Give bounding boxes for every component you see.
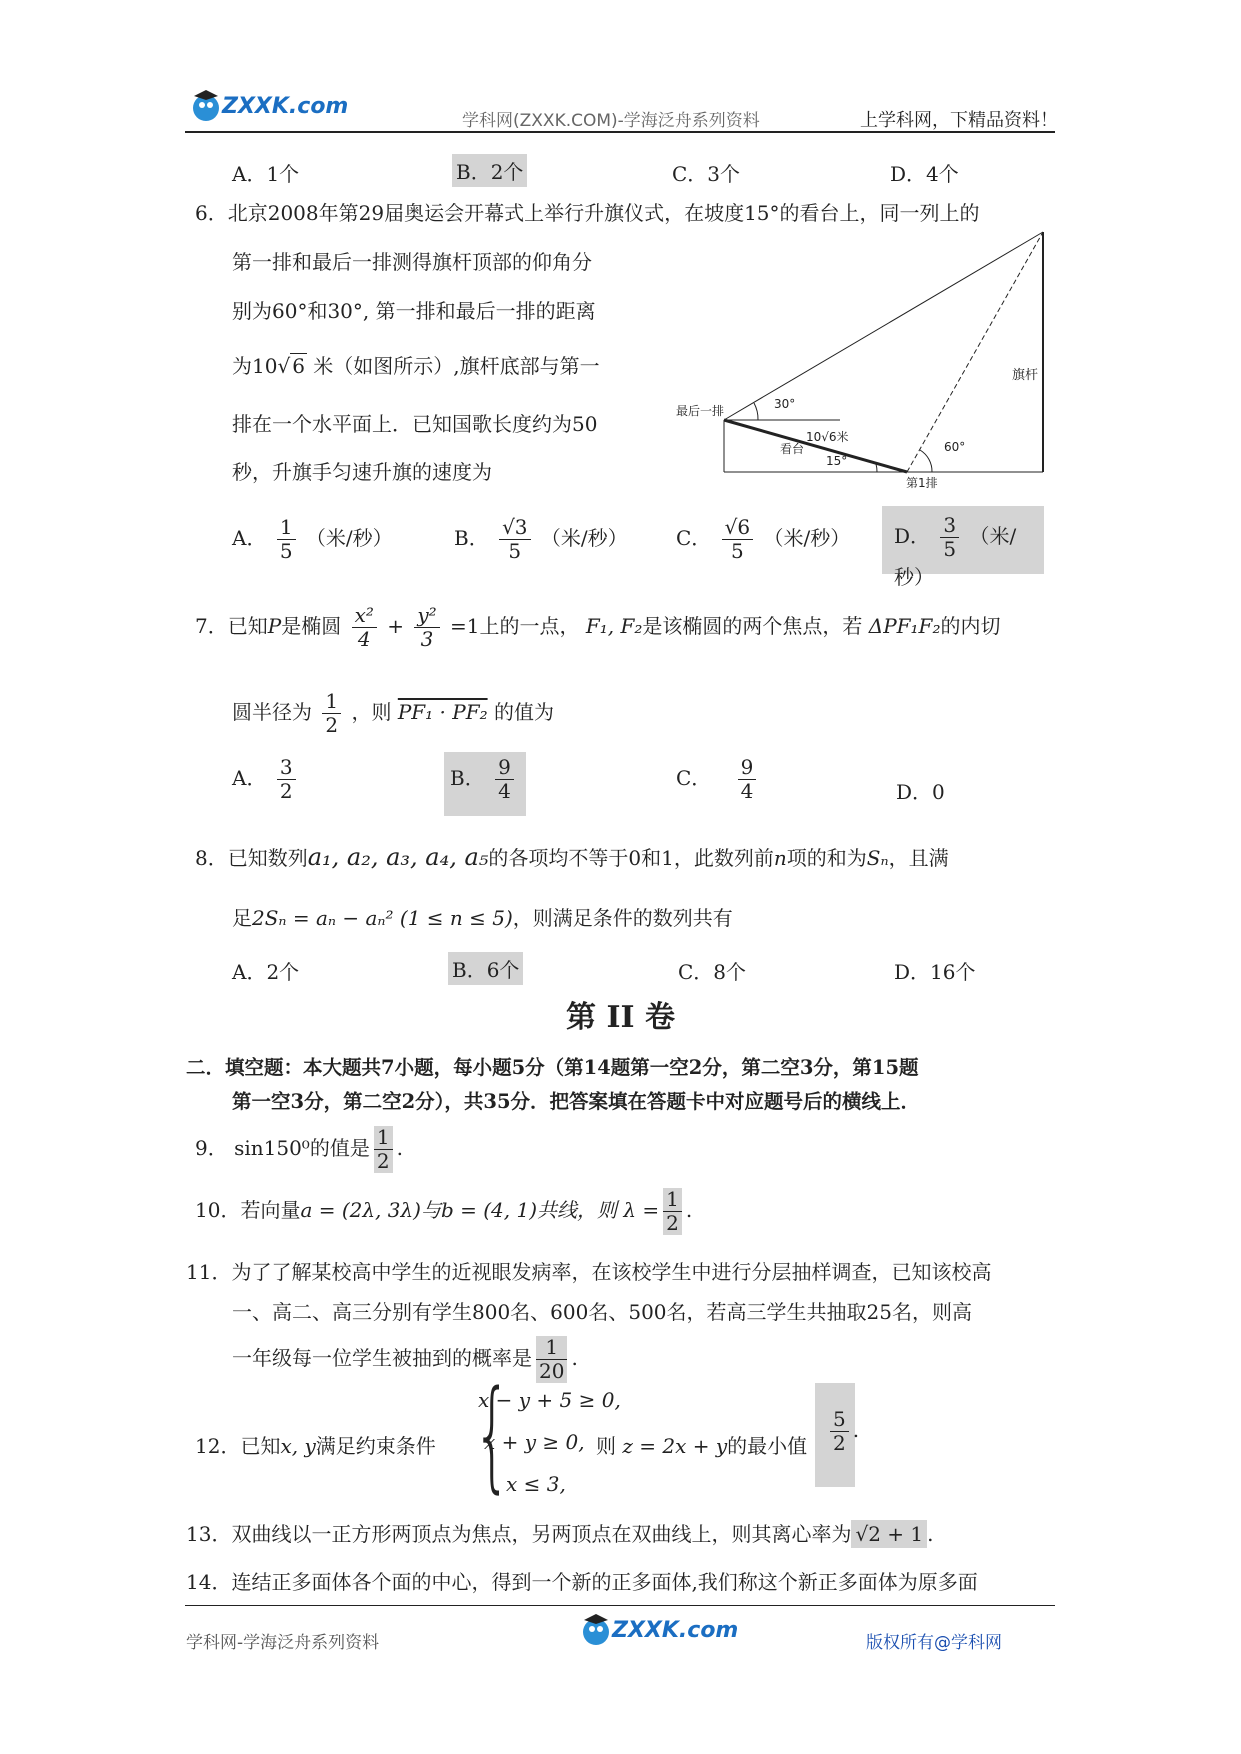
q7-p: P xyxy=(267,614,282,638)
q6-line5: 排在一个水平面上．已知国歌长度约为50 xyxy=(232,412,598,436)
q7-foci: F₁, F₂ xyxy=(585,614,643,638)
q7-option-b-num: 9 xyxy=(495,756,514,780)
footer-right[interactable]: 版权所有@学科网 xyxy=(866,1633,1002,1653)
q8-line2-post: ，则满足条件的数列共有 xyxy=(512,906,733,930)
q6-option-c xyxy=(676,516,850,563)
q6-option-a-label: A． xyxy=(232,526,267,550)
q6-figure xyxy=(670,220,1060,490)
q8-option-b: B．6个 xyxy=(448,952,523,985)
q8-option-a: A．2个 xyxy=(232,960,300,984)
q8-line2-pre: 足 xyxy=(232,906,252,930)
q7-mid3: 是该椭圆的两个焦点，若 xyxy=(642,614,863,638)
q8-option-c: C．8个 xyxy=(678,960,747,984)
q6-option-b-num: √3 xyxy=(499,516,530,540)
q9-ans-num: 1 xyxy=(374,1126,393,1150)
q12-then: 则 xyxy=(596,1434,616,1458)
q13 xyxy=(186,1518,933,1547)
q5-option-b: B．2个 xyxy=(452,154,527,187)
q6-option-c-den: 5 xyxy=(731,539,744,563)
q6-line4-pre: 为 xyxy=(232,354,252,378)
q7-option-c-label: C． xyxy=(676,766,712,790)
q7-vec: PF₁ · PF₂ xyxy=(397,700,488,724)
q8-mid2: 项的和为 xyxy=(786,846,867,870)
fig-last-row-label: 最后一排 xyxy=(676,404,725,418)
q7-fx-den: 4 xyxy=(357,627,371,651)
q6-option-d-den: 5 xyxy=(943,537,957,561)
q7-post: 的内切 xyxy=(940,614,1001,638)
q6-line1: 6．北京2008年第29届奥运会开幕式上举行升旗仪式，在坡度15°的看台上，同一列上的 xyxy=(195,201,980,225)
q7-line2 xyxy=(232,690,554,737)
header-rule xyxy=(185,131,1055,133)
q7-option-a xyxy=(232,756,300,803)
q12-post: . xyxy=(852,1418,860,1442)
q5-option-c: C．3个 xyxy=(672,162,741,186)
q6-option-a-num: 1 xyxy=(277,516,296,540)
section2-title: 第 II 卷 xyxy=(566,1000,675,1035)
q10-post: . xyxy=(685,1198,693,1222)
q13-post: . xyxy=(927,1522,934,1546)
q5-option-d: D．4个 xyxy=(890,162,959,186)
q6-option-b xyxy=(454,516,628,563)
q6-line4-rad: 6 xyxy=(292,354,305,378)
q12-c3: x ≤ 3, xyxy=(506,1472,566,1496)
q7-option-a-num: 3 xyxy=(277,756,296,780)
footer-rule xyxy=(185,1605,1055,1606)
fig-first-row-label: 第1排 xyxy=(906,476,938,490)
q12-objective xyxy=(596,1430,807,1459)
angle60-arc xyxy=(920,450,932,472)
q12-vars: x, y xyxy=(280,1434,316,1458)
q7-option-c-num: 9 xyxy=(738,756,757,780)
q12-z: z = 2x + y xyxy=(622,1434,728,1458)
q12-mid: 满足约束条件 xyxy=(315,1434,436,1458)
q12-ans-den: 2 xyxy=(833,1431,846,1455)
q12-pre-text: 12．已知 xyxy=(195,1434,281,1458)
q12-c1: x − y + 5 ≥ 0, xyxy=(478,1388,621,1412)
q6-option-a xyxy=(232,516,393,563)
header-center: 学科网(ZXXK.COM)-学海泛舟系列资料 xyxy=(462,111,760,131)
header-logo xyxy=(188,88,349,124)
q11-line2: 一、高二、高三分别有学生800名、600名、500名，若高三学生共抽取25名，则高 xyxy=(232,1300,972,1324)
q6-option-c-num: √6 xyxy=(722,516,753,540)
fig-angle30-label: 30° xyxy=(774,397,796,411)
q7-mid1: 是椭圆 xyxy=(281,614,342,638)
q8-mid: 的各项均不等于0和1，此数列前 xyxy=(488,846,774,870)
q7-option-a-label: A． xyxy=(232,766,267,790)
q8-line2 xyxy=(232,902,733,931)
q9-pre: 9． xyxy=(195,1136,228,1160)
q6-option-d-label: D． xyxy=(894,524,931,548)
q6-line6: 秒，升旗手匀速升旗的速度为 xyxy=(232,460,492,484)
q7-option-a-den: 2 xyxy=(279,779,293,803)
fig-dist-label: 10√6米 xyxy=(806,430,849,444)
q8-seq: a₁, a₂, a₃, a₄, a₅ xyxy=(307,843,489,871)
q6-option-a-den: 5 xyxy=(279,539,293,563)
q6-option-d-unit: （米/秒） xyxy=(894,524,1017,589)
section2-instr1: 二．填空题：本大题共7小题，每小题5分（第14题第一空2分，第二空3分，第15题 xyxy=(186,1056,919,1079)
q7-option-b-label: B． xyxy=(450,766,485,790)
q7-fy-num: y² xyxy=(414,604,439,628)
q12-answer-frac xyxy=(826,1408,859,1455)
q8-post: ，且满 xyxy=(888,846,949,870)
q10-ans-den: 2 xyxy=(666,1211,679,1235)
q12-min: 的最小值 xyxy=(727,1434,808,1458)
q11-post: . xyxy=(571,1346,578,1370)
q7-option-c xyxy=(676,756,760,803)
equals-sign: = xyxy=(450,614,467,638)
q12-c2: x + y ≥ 0, xyxy=(484,1430,585,1454)
angle30-arc xyxy=(754,403,758,420)
footer-left: 学科网-学海泛舟系列资料 xyxy=(186,1633,380,1653)
q6-line4 xyxy=(232,350,600,379)
q7-option-b xyxy=(444,752,526,816)
q8-option-d: D．16个 xyxy=(894,960,976,984)
q6-option-d xyxy=(882,506,1044,589)
q6-line4-post: 米（如图所示）,旗杆底部与第一 xyxy=(313,354,600,378)
q7-line1 xyxy=(195,604,1000,651)
q7-pre: 7．已知 xyxy=(195,614,268,638)
q6-line3: 别为60°和30°, 第一排和最后一排的距离 xyxy=(232,299,596,323)
q8-s: Sₙ xyxy=(866,846,889,870)
q8-n: n xyxy=(773,846,787,870)
q11-line1: 11．为了了解某校高中学生的近视眼发病率，在该校学生中进行分层抽样调查，已知该校高 xyxy=(186,1260,992,1284)
q6-option-a-unit: （米/秒） xyxy=(305,526,393,550)
q6-option-c-unit: （米/秒） xyxy=(763,526,851,550)
footer-logo-text: ZXXK.com xyxy=(612,1618,739,1643)
q7-option-d: D．0 xyxy=(896,780,945,804)
q5-option-a: A．1个 xyxy=(232,162,300,186)
q7-option-b-den: 4 xyxy=(498,779,511,803)
q13-answer: √2 + 1 xyxy=(851,1520,927,1548)
q10-lambda: λ = xyxy=(623,1198,660,1222)
q6-line4-num: 10 xyxy=(252,354,278,378)
footer-logo xyxy=(578,1612,739,1648)
q10-expr: a = (2λ, 3λ)与b = (4, 1)共线，则 xyxy=(300,1198,618,1222)
q6-option-b-den: 5 xyxy=(508,539,522,563)
header-right: 上学科网，下精品资料！ xyxy=(860,110,1058,131)
q6-option-b-label: B． xyxy=(454,526,489,550)
logo-text: ZXXK.com xyxy=(222,94,349,119)
sqrt-icon: √ xyxy=(277,354,291,378)
q10 xyxy=(195,1188,692,1235)
q7-r-den: 2 xyxy=(325,713,339,737)
fig-flagpole-label: 旗杆 xyxy=(1012,368,1039,383)
q9-post: . xyxy=(396,1136,403,1160)
q7-option-c-den: 4 xyxy=(740,779,754,803)
q14: 14．连结正多面体各个面的中心，得到一个新的正多面体,我们称这个新正多面体为原多面 xyxy=(186,1570,978,1594)
q9 xyxy=(195,1126,403,1173)
q9-expr: sin150⁰ xyxy=(234,1136,310,1160)
q7-line2-post: 的值为 xyxy=(493,700,554,724)
angle15-arc xyxy=(876,464,877,472)
q6-option-b-unit: （米/秒） xyxy=(540,526,628,550)
q12-pre xyxy=(195,1430,436,1459)
q11-ans-den: 20 xyxy=(539,1359,565,1383)
q9-mid: 的值是 xyxy=(309,1136,370,1160)
q11-line3-pre: 一年级每一位学生被抽到的概率是 xyxy=(232,1346,532,1370)
q6-option-c-label: C． xyxy=(676,526,712,550)
first-row-sightline xyxy=(907,232,1043,472)
q11-line3 xyxy=(232,1336,578,1383)
fig-angle15-label: 15° xyxy=(826,454,848,468)
q13-text: 13．双曲线以一正方形两顶点为焦点，另两顶点在双曲线上，则其离心率为 xyxy=(186,1522,852,1546)
q6-option-d-num: 3 xyxy=(940,514,959,538)
q7-line2-mid: ，则 xyxy=(351,700,392,724)
q7-mid2: 1上的一点， xyxy=(466,614,580,638)
q12-brace: { xyxy=(473,1366,512,1505)
q9-ans-den: 2 xyxy=(376,1149,390,1173)
q7-tri: ΔPF₁F₂ xyxy=(868,614,941,638)
q12-ans-num: 5 xyxy=(830,1408,849,1432)
q7-r-num: 1 xyxy=(322,690,341,714)
q10-pre: 10．若向量 xyxy=(195,1198,301,1222)
q8-pre: 8．已知数列 xyxy=(195,846,308,870)
q10-ans-num: 1 xyxy=(663,1188,682,1212)
q11-ans-num: 1 xyxy=(536,1336,567,1360)
q7-fx-num: x² xyxy=(352,604,377,628)
q6-line2: 第一排和最后一排测得旗杆顶部的仰角分 xyxy=(232,250,592,274)
section2-instr2: 第一空3分，第二空2分），共35分．把答案填在答题卡中对应题号后的横线上． xyxy=(232,1090,921,1113)
q8-expr: 2Sₙ = aₙ − aₙ² (1 ≤ n ≤ 5) xyxy=(252,906,513,930)
plus-sign: + xyxy=(387,614,404,638)
fig-stand-label: 看台 xyxy=(780,442,805,456)
q7-fy-den: 3 xyxy=(420,627,434,651)
fig-angle60-label: 60° xyxy=(944,440,966,454)
q8-line1 xyxy=(195,842,949,871)
last-row-sightline xyxy=(724,232,1043,420)
q7-line2-pre: 圆半径为 xyxy=(232,700,312,724)
